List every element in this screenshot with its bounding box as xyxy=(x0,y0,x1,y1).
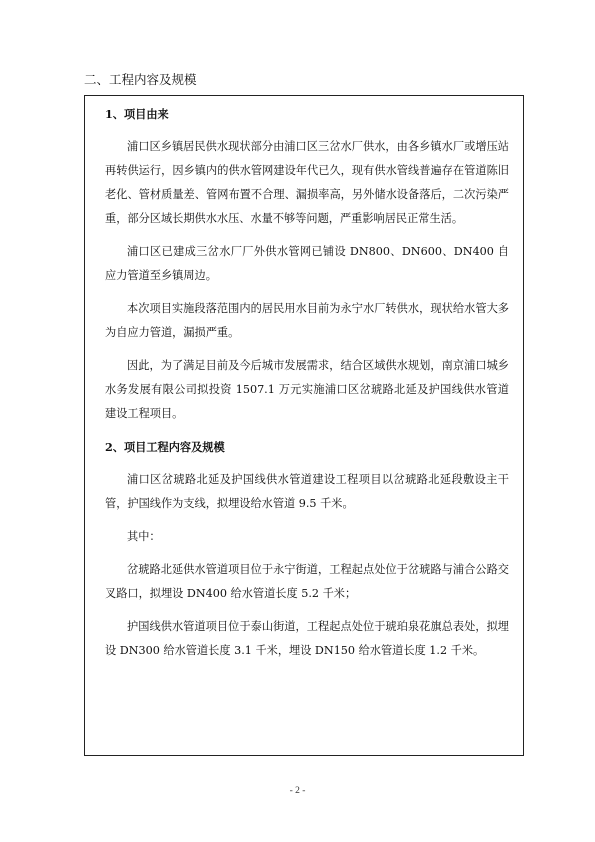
paragraph: 岔琥路北延供水管道项目位于永宁街道，工程起点处位于岔琥路与浦合公路交叉路口，拟埋设 DN400 给水管道长度 5.2 千米； xyxy=(105,563,509,600)
paragraph: 因此，为了满足目前及今后城市发展需求，结合区域供水规划，南京浦口城乡水务发展有限公司拟投资 1507.1 万元实施浦口区岔琥路北延及护国线供水管道建设工程项目。 xyxy=(105,359,509,420)
content-box xyxy=(84,95,524,756)
subsection-title-project-scope: 2、项目工程内容及规模 xyxy=(105,440,225,454)
paragraph: 本次项目实施段落范围内的居民用水目前为永宁水厂转供水，现状给水管大多为自应力管道，漏损严重。 xyxy=(105,302,509,339)
page-number: - 2 - xyxy=(289,786,306,796)
paragraph: 浦口区乡镇居民供水现状部分由浦口区三岔水厂供水，由各乡镇水厂或增压站再转供运行，因乡镇内的供水管网建设年代已久，现有供水管线普遍存在管道陈旧老化、管材质量差、管网布置不合理、漏损率高，另外储水设备落后，二次污染严重，部分区域长期供水水压、水量不够等问题，严重影响居民正常生活。 xyxy=(105,140,509,225)
content-body xyxy=(105,102,509,672)
paragraph: 护国线供水管道项目位于泰山街道，工程起点处位于琥珀泉花旗总表处，拟埋设 DN300 给水管道长度 3.1 千米，埋设 DN150 给水管道长度 1.2 千米。 xyxy=(105,620,509,657)
paragraph: 浦口区已建成三岔水厂厂外供水管网已铺设 DN800、DN600、DN400 自应力管道至乡镇周边。 xyxy=(105,245,509,282)
paragraph: 浦口区岔琥路北延及护国线供水管道建设工程项目以岔琥路北延段敷设主干管，护国线作为支线，拟埋设给水管道 9.5 千米。 xyxy=(105,473,509,510)
subsection-title-project-origin: 1、项目由来 xyxy=(105,107,169,121)
paragraph: 其中： xyxy=(127,530,161,543)
section-heading: 二、工程内容及规模 xyxy=(84,72,197,87)
